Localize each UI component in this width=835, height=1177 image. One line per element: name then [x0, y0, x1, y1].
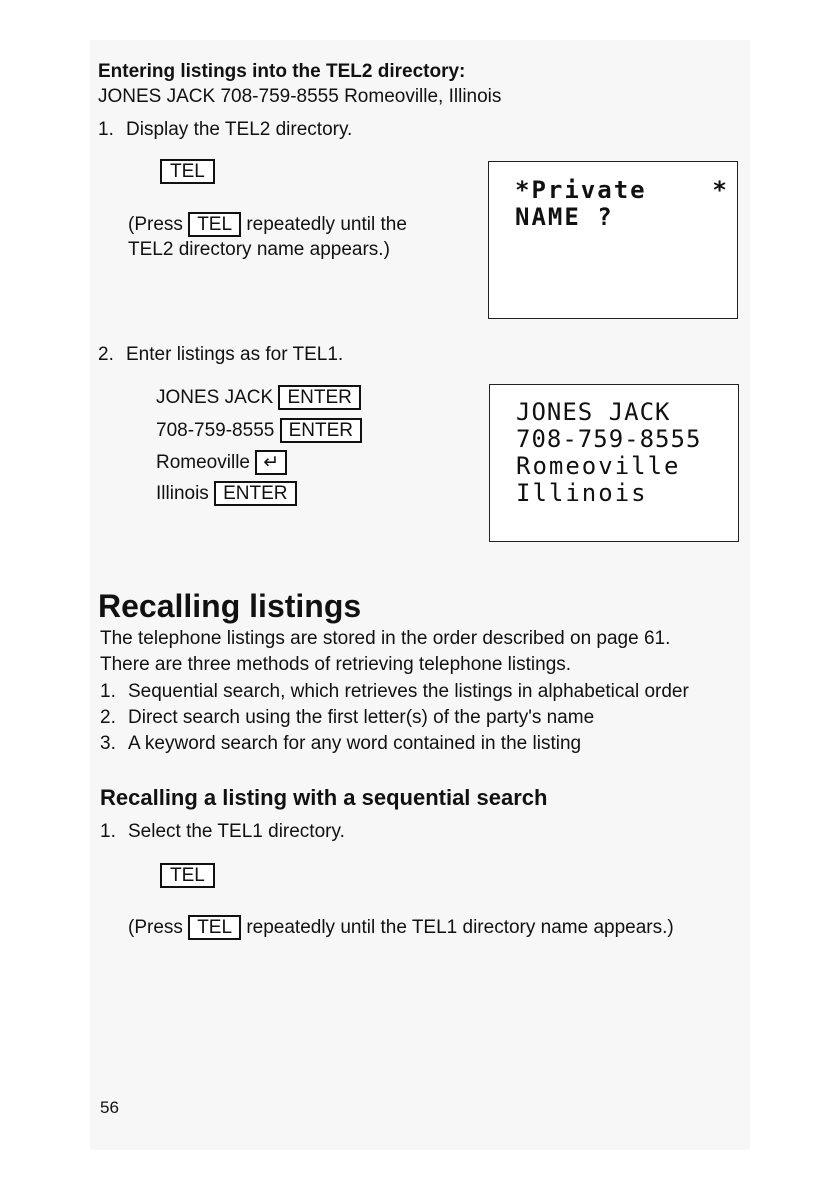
press-instruction	[128, 212, 407, 237]
press-text: (Press	[128, 917, 183, 938]
entry-text: 708-759-8555	[156, 420, 275, 441]
subsection-heading: Recalling a listing with a sequential search	[100, 785, 548, 810]
return-key[interactable]: ↵	[255, 450, 287, 475]
enter-key[interactable]: ENTER	[280, 418, 362, 443]
step-number: 2.	[98, 344, 114, 365]
tel-key[interactable]	[160, 159, 215, 184]
step-text: Enter listings as for TEL1.	[126, 344, 344, 365]
tel-key-inline[interactable]: TEL	[188, 915, 241, 940]
press-instruction-line2: TEL2 directory name appears.)	[128, 239, 390, 260]
page-title: Recalling listings	[98, 588, 362, 624]
list-number: 3.	[100, 733, 116, 754]
list-number: 2.	[100, 707, 116, 728]
enter-key[interactable]: ENTER	[214, 481, 296, 506]
list-text: A keyword search for any word contained in the listing	[128, 733, 582, 754]
step-1	[100, 820, 345, 844]
lcd-display-2	[489, 384, 739, 542]
entry-row	[156, 385, 361, 410]
entry-row	[156, 418, 362, 443]
entry-text: JONES JACK	[156, 387, 274, 408]
paragraph: The telephone listings are stored in the order described on page 61.	[100, 628, 671, 649]
page-number: 56	[100, 1098, 119, 1117]
step-text: Select the TEL1 directory.	[128, 821, 345, 842]
step-2	[98, 343, 343, 367]
lcd-line: NAME ?	[515, 203, 614, 231]
press-text-tail: repeatedly until the TEL1 directory name appears.)	[246, 917, 674, 938]
list-item	[100, 706, 594, 730]
section-heading: Entering listings into the TEL2 directory:	[98, 61, 466, 82]
lcd-line: 708-759-8555	[516, 425, 702, 453]
step-number: 1.	[98, 119, 114, 140]
step-number: 1.	[100, 821, 116, 842]
press-text: (Press	[128, 214, 183, 235]
enter-key[interactable]: ENTER	[278, 385, 360, 410]
list-number: 1.	[100, 681, 116, 702]
entry-row	[156, 450, 287, 475]
entry-text: Illinois	[156, 483, 209, 504]
tel-key[interactable]	[160, 863, 215, 888]
paragraph: There are three methods of retrieving telephone listings.	[100, 654, 572, 675]
lcd-line: Romeoville	[516, 452, 681, 480]
step-1	[98, 118, 352, 142]
step-text: Display the TEL2 directory.	[126, 119, 353, 140]
lcd-line: JONES JACK	[516, 398, 671, 426]
example-listing: JONES JACK 708-759-8555 Romeoville, Illinois	[98, 86, 502, 107]
entry-row	[156, 481, 297, 506]
list-item	[100, 732, 581, 756]
lcd-line: *Private *	[515, 176, 729, 204]
list-text: Direct search using the first letter(s) of the party's name	[128, 707, 595, 728]
lcd-line: Illinois	[516, 479, 648, 507]
lcd-display-1	[488, 161, 738, 319]
tel-key-label: TEL	[160, 863, 215, 888]
press-instruction	[128, 915, 674, 940]
list-text: Sequential search, which retrieves the listings in alphabetical order	[128, 681, 689, 702]
list-item	[100, 680, 689, 704]
entry-text: Romeoville	[156, 452, 250, 473]
tel-key-inline[interactable]: TEL	[188, 212, 241, 237]
tel-key-label: TEL	[160, 159, 215, 184]
press-text-tail: repeatedly until the	[246, 214, 407, 235]
